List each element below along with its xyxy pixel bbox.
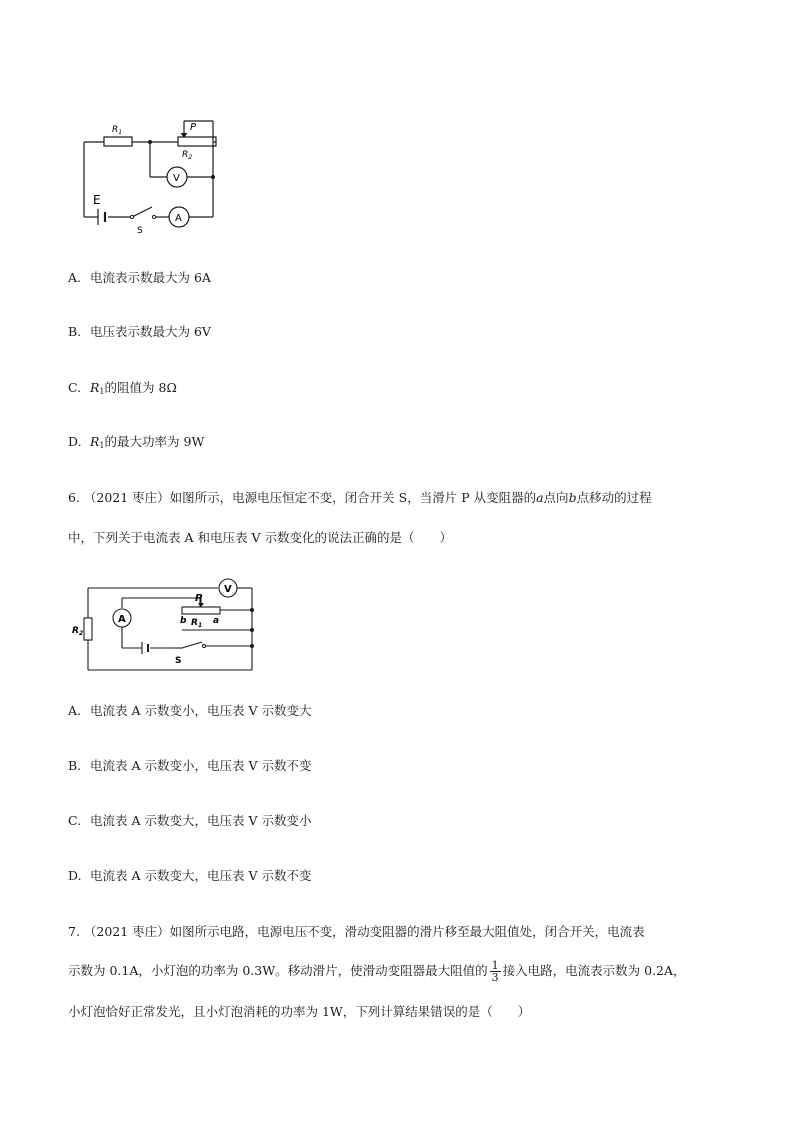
label-p: P <box>195 593 203 604</box>
q6-option-b[interactable]: B. 电流表 A 示数变小，电压表 V 示数不变 <box>68 758 312 773</box>
q6-option-a[interactable]: A. 电流表 A 示数变小，电压表 V 示数变大 <box>68 703 312 718</box>
label-e: E <box>93 193 101 207</box>
label-p: P <box>190 122 197 133</box>
q5-option-c[interactable]: C. $R_1$的阻值为 8Ω <box>68 380 177 396</box>
label-r1: $R_1$ <box>112 125 123 136</box>
ammeter-label: A <box>118 614 126 625</box>
label-r2: $R_2$ <box>182 150 193 161</box>
ammeter-label: A <box>175 213 182 224</box>
label-s: S <box>137 226 143 235</box>
q6-option-d[interactable]: D. 电流表 A 示数变大，电压表 V 示数不变 <box>68 868 312 883</box>
circuit-diagram-2 <box>70 570 270 675</box>
label-a-point: a <box>213 616 220 626</box>
q7-question-line2: 示数为 0.1A，小灯泡的功率为 0.3W。移动滑片，使滑动变阻器最大阻值的 $\frac{1}{3}$ 接入电路，电流表示数为 0.2A， <box>68 959 686 984</box>
q5-option-a[interactable]: A. 电流表示数最大为 6A <box>68 270 211 285</box>
fraction-one-third: $\frac{1}{3}$ <box>491 959 499 984</box>
q6-question-line1: 6. （2021 枣庄）如图所示，电源电压恒定不变，闭合开关 S，当滑片 P 从变阻器的a点向b点移动的过程 <box>68 490 652 505</box>
q5-option-d[interactable]: D. $R_1$的最大功率为 9W <box>68 434 205 450</box>
circuit-diagram-1 <box>70 115 230 235</box>
q6-option-c[interactable]: C. 电流表 A 示数变大，电压表 V 示数变小 <box>68 813 312 828</box>
voltmeter-label: V <box>173 173 180 184</box>
q7-question-line3: 小灯泡恰好正常发光，且小灯泡消耗的功率为 1W，下列计算结果错误的是（ ） <box>68 1004 531 1019</box>
label-r2: $R_2$ <box>72 626 84 637</box>
voltmeter-label: V <box>224 584 232 595</box>
label-s: S <box>175 656 182 666</box>
label-b: b <box>180 616 187 626</box>
q5-option-b[interactable]: B. 电压表示数最大为 6V <box>68 324 211 339</box>
q7-question-line1: 7. （2021 枣庄）如图所示电路，电源电压不变，滑动变阻器的滑片移至最大阻值处，闭合开关，电流表 <box>68 924 645 939</box>
q6-question-line2: 中，下列关于电流表 A 和电压表 V 示数变化的说法正确的是（ ） <box>68 530 452 545</box>
label-r1: $R_1$ <box>191 618 203 629</box>
